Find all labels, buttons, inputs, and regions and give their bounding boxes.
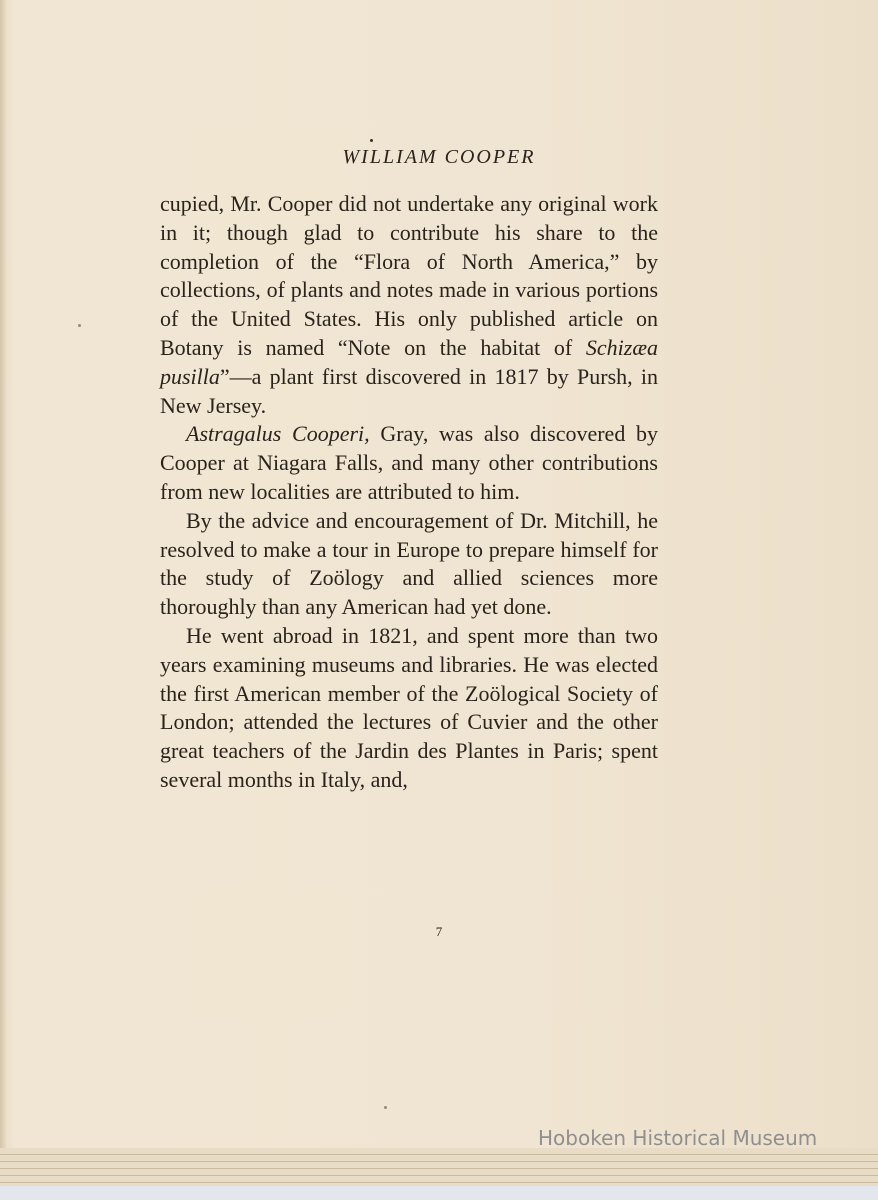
page-left-edge xyxy=(0,0,6,1200)
species-name-schizaea: Schizæa pusilla xyxy=(160,334,658,389)
body-text xyxy=(160,190,658,795)
paper-speck xyxy=(78,324,81,327)
page-stack-edges xyxy=(0,1148,878,1200)
paragraph-3: By the advice and encouragement of Dr. Mitchill, he resolved to make a tour in Europe to prepare himself for the study of Zoölogy and allied sciences more thoroughly than any American had yet done. xyxy=(160,507,658,620)
running-head: WILLIAM COOPER xyxy=(342,146,536,168)
museum-watermark: Hoboken Historical Museum xyxy=(538,1126,818,1150)
paragraph-2-text: Gray, was also discovered by Cooper at Niagara Falls, and many other contributions from new localities are attributed to him. xyxy=(160,421,658,504)
paper-speck xyxy=(370,139,373,142)
paragraph-4: He went abroad in 1821, and spent more than two years examining museums and libraries. He was elected the first American member of the Zoölogical Society of London; attended the lectures of Cuvier and the other great teachers of the Jardin des Plantes in Paris; spent several months in Italy, and, xyxy=(160,622,658,792)
species-name-astragalus: Astragalus Cooperi, xyxy=(186,421,370,447)
paragraph-1-text-a: cupied, Mr. Cooper did not undertake any original work in it; though glad to contribute his share to the completion of the “Flora of North America,” by collections, of plants and notes made in various portions of the United States. His only published article on Botany is named “Note on the habitat of xyxy=(160,191,658,360)
page-stack-shadow xyxy=(0,1186,878,1200)
paper-speck xyxy=(384,1106,387,1109)
paragraph-1-text-b: ”—a plant first discovered in 1817 by Pursh, in New Jersey. xyxy=(160,363,658,418)
paragraph-1 xyxy=(160,190,658,420)
paragraph-2 xyxy=(160,420,658,506)
page-number: 7 xyxy=(435,924,443,939)
